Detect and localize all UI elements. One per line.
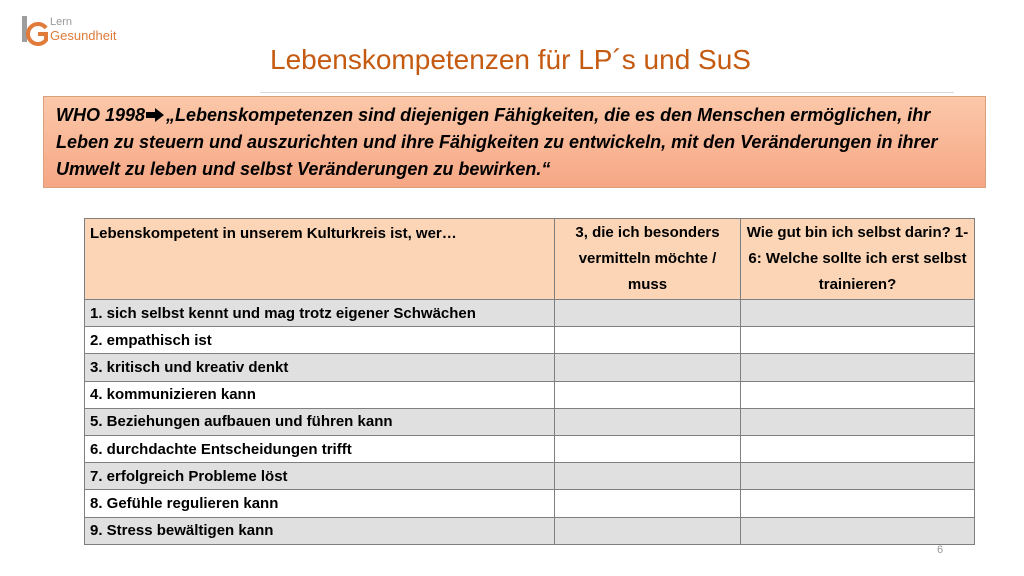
logo-mark-icon: [20, 14, 50, 48]
teach-cell[interactable]: [555, 381, 741, 408]
who-quote-box: [43, 96, 986, 188]
table-header-row: [85, 219, 975, 300]
table-row: [85, 300, 975, 327]
rating-cell[interactable]: [741, 408, 975, 435]
teach-cell[interactable]: [555, 435, 741, 462]
table-row: [85, 327, 975, 354]
teach-cell[interactable]: [555, 354, 741, 381]
page-title: Lebenskompetenzen für LP´s und SuS: [270, 44, 751, 75]
title-divider: [260, 92, 954, 93]
table-row: [85, 408, 975, 435]
competence-cell: 4. kommunizieren kann: [85, 381, 555, 408]
teach-cell[interactable]: [555, 517, 741, 544]
table-row: [85, 354, 975, 381]
table-row: [85, 463, 975, 490]
who-quote: [56, 102, 975, 183]
teach-cell[interactable]: [555, 300, 741, 327]
header-teach-three: 3, die ich besonders vermitteln möchte / muss: [555, 219, 741, 300]
quote-prefix: WHO 1998: [56, 105, 146, 125]
rating-cell[interactable]: [741, 463, 975, 490]
competence-cell: 9. Stress bewältigen kann: [85, 517, 555, 544]
table-row: [85, 517, 975, 544]
table-row: [85, 435, 975, 462]
teach-cell[interactable]: [555, 490, 741, 517]
logo-text-lern: Lern: [50, 16, 73, 28]
competence-cell: 8. Gefühle regulieren kann: [85, 490, 555, 517]
rating-cell[interactable]: [741, 354, 975, 381]
rating-cell[interactable]: [741, 300, 975, 327]
logo-text-gesundheit: Gesundheit: [50, 28, 117, 43]
header-self-rating: Wie gut bin ich selbst darin? 1-6: Welche sollte ich erst selbst trainieren?: [741, 219, 975, 300]
teach-cell[interactable]: [555, 327, 741, 354]
quote-text: „Lebenskompetenzen sind diejenigen Fähigkeiten, die es den Menschen ermöglichen, ihr Leben zu steuern und auszurichten und ihre Fähigkeiten zu entwickeln, mit den Veränderungen in ihrer Umwelt zu leben und selbst Veränderungen zu bewirken.“: [56, 105, 938, 179]
table-row: [85, 490, 975, 517]
header-competence: Lebenskompetent in unserem Kulturkreis ist, wer…: [85, 219, 555, 300]
rating-cell[interactable]: [741, 435, 975, 462]
arrow-right-icon: [146, 108, 164, 122]
logo: [20, 14, 140, 50]
competence-cell: 1. sich selbst kennt und mag trotz eigener Schwächen: [85, 300, 555, 327]
teach-cell[interactable]: [555, 408, 741, 435]
rating-cell[interactable]: [741, 517, 975, 544]
table-row: [85, 381, 975, 408]
competence-cell: 2. empathisch ist: [85, 327, 555, 354]
rating-cell[interactable]: [741, 381, 975, 408]
teach-cell[interactable]: [555, 463, 741, 490]
rating-cell[interactable]: [741, 490, 975, 517]
rating-cell[interactable]: [741, 327, 975, 354]
competence-cell: 7. erfolgreich Probleme löst: [85, 463, 555, 490]
page-number: 6: [937, 544, 944, 556]
competence-cell: 3. kritisch und kreativ denkt: [85, 354, 555, 381]
competence-cell: 6. durchdachte Entscheidungen trifft: [85, 435, 555, 462]
competence-cell: 5. Beziehungen aufbauen und führen kann: [85, 408, 555, 435]
competence-table: [84, 218, 975, 545]
